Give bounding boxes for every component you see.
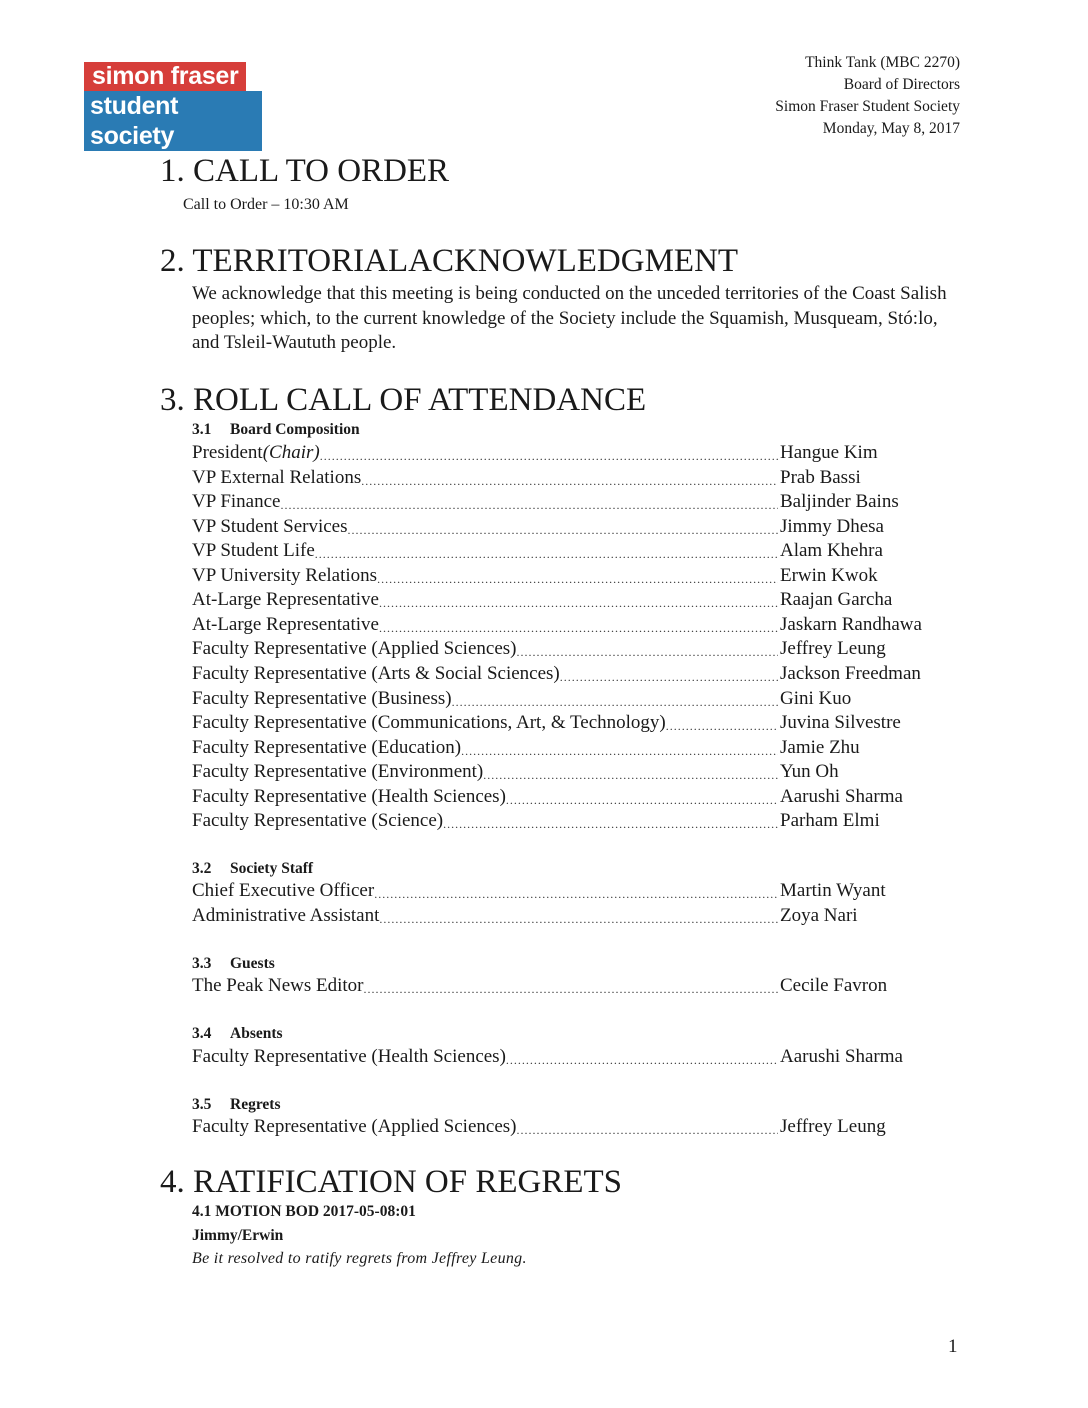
dot-leader [560,668,778,686]
attendee-name: Jeffrey Leung [780,1116,886,1137]
attendance-row [192,490,952,514]
dot-leader [315,545,778,563]
attendee-name: Jimmy Dhesa [780,515,884,537]
dot-leader [506,791,778,809]
dot-leader [363,980,778,998]
attendance-row [192,1045,952,1069]
header-organization: Simon Fraser Student Society [775,98,960,115]
attendee-role: VP Student Life [192,540,315,562]
motion-movers: Jimmy/Erwin [192,1227,284,1244]
attendee-role: Faculty Representative (Environment) [192,761,484,783]
dot-leader [361,472,778,490]
attendance-row [192,588,952,612]
attendance-row [192,539,952,563]
logo-line-1: simon fraser [84,62,246,91]
attendance-row [192,613,952,637]
attendee-name: Raajan Garcha [780,589,893,611]
dot-leader [516,1121,778,1139]
attendee-name: Juvina Silvestre [780,712,901,734]
dot-leader [461,742,778,760]
attendee-name: Zoya Nari [780,904,858,926]
attendee-role: Faculty Representative (Science) [192,810,444,832]
attendee-name: Aarushi Sharma [780,1046,903,1067]
attendance-row [192,809,952,833]
attendee-name: Cecile Favron [780,975,888,996]
attendance-row [192,785,952,809]
attendee-role: VP External Relations [192,466,362,488]
attendee-name: Jamie Zhu [780,736,860,758]
section-2-title: 2. TERRITORIALACKNOWLEDGMENT [160,243,739,279]
territorial-acknowledgment-text: We acknowledge that this meeting is being conducted on the unceded territories of the Coast Salish peoples; which, to the current knowledge of the Society include the Squamish, Musqueam, Stó:lo, and Tsleil-Waututh people. [192,283,947,353]
attendee-name: Jaskarn Randhawa [780,613,922,635]
motion-number: 4.1 MOTION BOD 2017-05-08:01 [192,1203,416,1220]
subsection-board-composition: 3.1 Board Composition [192,421,360,438]
dot-leader [280,496,778,514]
dot-leader [379,619,778,637]
attendee-name: Prab Bassi [780,466,861,488]
attendance-row [192,687,952,711]
meeting-header [775,52,960,140]
attendee-role: Chief Executive Officer [192,880,375,901]
header-body: Board of Directors [843,76,960,93]
logo-line-2: student society [84,91,262,151]
attendee-role: Faculty Representative (Health Sciences) [192,1046,506,1067]
attendee-role: Faculty Representative (Arts & Social Sciences) [192,662,560,684]
attendance-row [192,1115,952,1139]
dot-leader [516,643,778,661]
dot-leader [377,570,778,588]
attendance-row [192,879,952,903]
attendee-name: Yun Oh [780,761,839,783]
section-4-title: 4. RATIFICATION OF REGRETS [160,1164,623,1200]
attendee-name: Gini Kuo [780,687,852,709]
dot-leader [443,815,778,833]
subsection-society-staff: 3.2 Society Staff [192,860,314,877]
call-to-order-text: Call to Order – 10:30 AM [183,196,349,213]
attendance-row [192,760,952,784]
attendee-role-note: (Chair) [262,442,320,463]
dot-leader [506,1051,778,1069]
attendee-role: President [192,442,263,463]
attendance-row [192,736,952,760]
attendee-role: Faculty Representative (Business) [192,687,452,709]
attendee-role: Faculty Representative (Health Sciences) [192,785,506,807]
attendee-role: VP Student Services [192,515,348,537]
dot-leader [374,885,778,903]
attendance-row [192,637,952,661]
attendance-row [192,466,952,490]
attendance-row [192,441,952,465]
attendee-name: Aarushi Sharma [780,785,903,807]
header-date: Monday, May 8, 2017 [822,120,960,137]
dot-leader [666,717,778,735]
attendee-name: Parham Elmi [780,810,880,832]
attendee-role: At-Large Representative [192,613,379,635]
subsection-regrets: 3.5 Regrets [192,1096,281,1113]
attendance-row [192,974,952,998]
attendee-name: Jackson Freedman [780,662,921,684]
attendance-row [192,904,952,928]
attendee-name: Martin Wyant [780,880,886,901]
attendee-name: Hangue Kim [780,442,878,463]
header-location: Think Tank (MBC 2270) [805,54,960,71]
section-3-title: 3. ROLL CALL OF ATTENDANCE [160,382,647,418]
dot-leader [452,693,778,711]
dot-leader [483,766,778,784]
dot-leader [348,521,778,539]
subsection-guests: 3.3 Guests [192,955,275,972]
motion-text: Be it resolved to ratify regrets from Jeffrey Leung. [192,1250,527,1267]
section-1-title: 1. CALL TO ORDER [160,153,450,189]
attendee-role: VP University Relations [192,564,378,586]
attendee-role: Administrative Assistant [192,904,380,926]
attendee-role: Faculty Representative (Communications, Art, & Technology) [192,712,666,734]
attendee-role: Faculty Representative (Applied Sciences) [192,638,517,660]
attendee-role: At-Large Representative [192,589,379,611]
attendance-row [192,662,952,686]
dot-leader [320,447,778,465]
subsection-absents: 3.4 Absents [192,1025,283,1042]
attendee-name: Baljinder Bains [780,491,899,513]
attendee-role: VP Finance [192,491,281,513]
society-logo [84,62,262,151]
attendance-row [192,711,952,735]
attendee-name: Erwin Kwok [780,564,878,586]
dot-leader [379,910,778,928]
attendee-role: Faculty Representative (Education) [192,736,462,758]
attendee-name: Alam Khehra [780,540,883,562]
page-number: 1 [948,1336,958,1357]
attendance-row [192,515,952,539]
dot-leader [379,594,778,612]
attendee-role: The Peak News Editor [192,975,364,996]
attendee-name: Jeffrey Leung [780,638,886,660]
attendee-role: Faculty Representative (Applied Sciences) [192,1116,517,1137]
attendance-row [192,564,952,588]
